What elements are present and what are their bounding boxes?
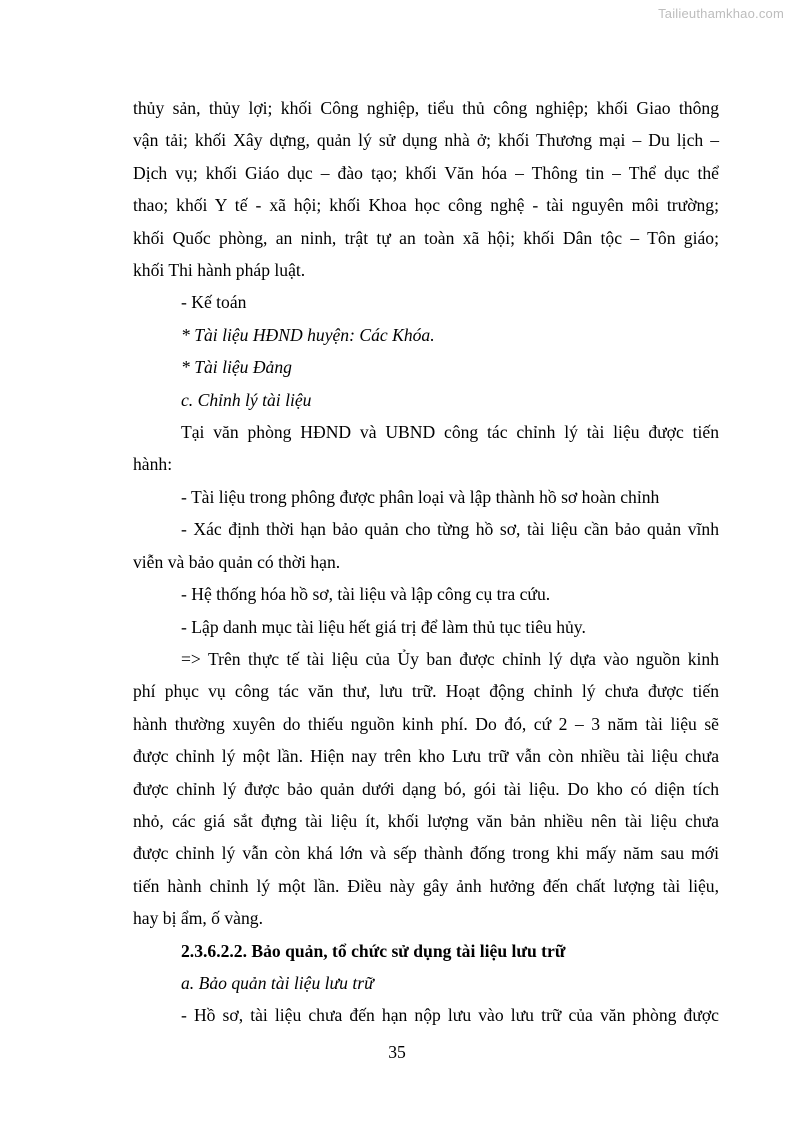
body-line: Dịch vụ; khối Giáo dục – đào tạo; khối Văn hóa – Thông tin – Thể dục thể bbox=[133, 162, 719, 183]
body-line: nhỏ, các giá sắt đựng tài liệu ít, khối lượng văn bản nhiều nên tài liệu chưa bbox=[133, 810, 719, 831]
list-item: - Xác định thời hạn bảo quản cho từng hồ sơ, tài liệu cần bảo quản vĩnh bbox=[181, 519, 719, 540]
list-item: - Kế toán bbox=[181, 292, 247, 313]
page-number: 35 bbox=[388, 1042, 406, 1062]
list-item: - Lập danh mục tài liệu hết giá trị để làm thủ tục tiêu hủy. bbox=[181, 616, 586, 637]
body-line: viễn và bảo quản có thời hạn. bbox=[133, 551, 341, 572]
body-line: phí phục vụ công tác văn thư, lưu trữ. Hoạt động chỉnh lý chưa được tiến bbox=[133, 681, 719, 702]
subsection-heading: c. Chỉnh lý tài liệu bbox=[181, 389, 312, 410]
body-line: khối Quốc phòng, an ninh, trật tự an toàn xã hội; khối Dân tộc – Tôn giáo; bbox=[133, 227, 719, 248]
body-line: khối Thi hành pháp luật. bbox=[133, 260, 306, 281]
body-line: được chỉnh lý được bảo quản dưới dạng bó, gói tài liệu. Do kho có diện tích bbox=[133, 778, 719, 799]
body-line: - Hồ sơ, tài liệu chưa đến hạn nộp lưu vào lưu trữ của văn phòng được bbox=[181, 1005, 719, 1026]
body-line: Tại văn phòng HĐND và UBND công tác chỉnh lý tài liệu được tiến bbox=[181, 422, 719, 443]
body-line: hành: bbox=[133, 454, 173, 475]
list-item: - Tài liệu trong phông được phân loại và lập thành hồ sơ hoàn chỉnh bbox=[181, 486, 660, 507]
body-line: được chỉnh lý vẫn còn khá lớn và sếp thành đống trong khi mấy năm sau mới bbox=[133, 843, 719, 864]
body-line: hay bị ẩm, ố vàng. bbox=[133, 908, 263, 929]
body-line: hành thường xuyên do thiếu nguồn kinh phí. Do đó, cứ 2 – 3 năm tài liệu sẽ bbox=[133, 713, 719, 734]
italic-note: * Tài liệu HĐND huyện: Các Khóa. bbox=[181, 324, 435, 345]
body-line: thủy sản, thủy lợi; khối Công nghiệp, tiểu thủ công nghiệp; khối Giao thông bbox=[133, 98, 719, 118]
body-line: => Trên thực tế tài liệu của Ủy ban được chỉnh lý dựa vào nguồn kinh bbox=[181, 648, 719, 669]
body-line: tiến hành chỉnh lý một lần. Điều này gây ảnh hưởng đến chất lượng tài liệu, bbox=[133, 875, 719, 896]
document-body bbox=[133, 92, 719, 1032]
body-line: được chỉnh lý một lần. Hiện nay trên kho Lưu trữ vẫn còn nhiều tài liệu chưa bbox=[133, 746, 719, 767]
list-item: - Hệ thống hóa hồ sơ, tài liệu và lập công cụ tra cứu. bbox=[181, 584, 551, 605]
body-line: vận tải; khối Xây dựng, quản lý sử dụng nhà ở; khối Thương mại – Du lịch – bbox=[133, 130, 719, 151]
watermark-text: Tailieuthamkhao.com bbox=[658, 6, 784, 21]
subsection-heading: a. Bảo quản tài liệu lưu trữ bbox=[181, 972, 374, 993]
body-line: thao; khối Y tế - xã hội; khối Khoa học công nghệ - tài nguyên môi trường; bbox=[133, 195, 719, 216]
section-heading: 2.3.6.2.2. Bảo quản, tổ chức sử dụng tài liệu lưu trữ bbox=[181, 940, 566, 961]
italic-note: * Tài liệu Đảng bbox=[181, 357, 292, 378]
